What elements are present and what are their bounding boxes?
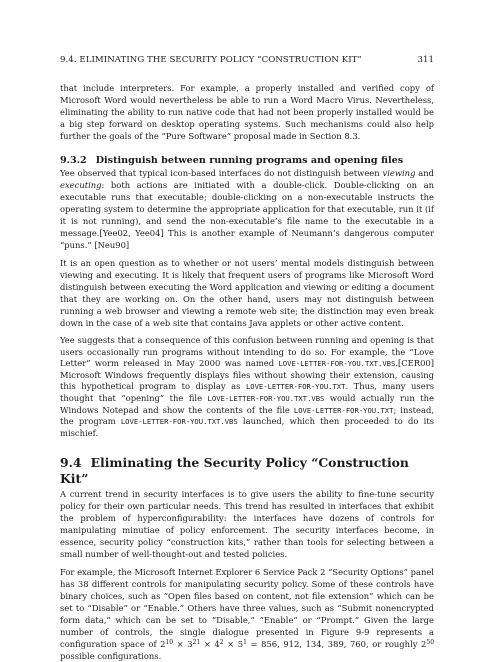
page-body bbox=[60, 82, 434, 662]
section-heading-9-4 bbox=[60, 455, 434, 487]
running-title: 9.4. ELIMINATING THE SECURITY POLICY “CONSTRUCTION KIT” bbox=[60, 55, 362, 65]
paragraph-love-letter: Yee suggests that a consequence of this confusion between running and opening is that users occasionally run programs without intending to do so. For example, the “Love Letter” worm released in May 2000 was named LOVE-LETTER-FOR-YOU.TXT.VBS.[CER00] Microsoft Windows frequently displays files without showing their extension, causing this hypothetical program to display as LOVE-LETTER-FOR-YOU.TXT. Thus, many users thought that “opening” the file LOVE-LETTER-FOR-YOU.TXT.VBS would actually run the Windows Notepad and show the contents of the file LOVE-LETTER-FOR-YOU.TXT; instead, the program LOVE-LETTER-FOR-YOU.TXT.VBS launched, which then proceeded to do its mischief. bbox=[60, 335, 435, 438]
code-filename: LOVE-LETTER-FOR-YOU.TXT bbox=[245, 382, 346, 392]
section-number: 9.4 bbox=[60, 455, 82, 471]
code-filename: LOVE-LETTER-FOR-YOU.TXT.VBS bbox=[207, 393, 325, 403]
paragraph-ie6-options: For example, the Microsoft Internet Explorer 6 Service Pack 2 “Security Options” panel has 38 different controls for manipulating security policy. Some of these controls have binary choices, such as “Open files based on content, not file extension” which can be set to “Disable” or “Enable.” Others have three values, such as “Submit nonencrypted form data,” which can be set to “Disable,” “Enable” or “Prompt.” Given the large number of controls, the single dialogue presented in Figure 9-9 represents a configuration space of $2^{10} \times 3^{21} \times 4^2 \times 5^1 = 856$, 912, 134, 389, 760, or roughly $2^{50}$ possible configurations. bbox=[60, 567, 435, 662]
subsection-number: 9.3.2 bbox=[60, 155, 87, 166]
section-title: Eliminating the Security Policy “Construction Kit” bbox=[60, 455, 409, 487]
subsection-title: Distinguish between running programs and opening files bbox=[95, 155, 404, 166]
paragraph-construction-kit: A current trend in security interfaces is to give users the ability to fine-tune security policy for their own particular needs. This trend has resulted in interfaces that exhibit the problem of hyperconfigurability: the interfaces have dozens of controls for manipulating minutiae of policy enforcement. The security interfaces become, in essence, security policy “construction kits,” rather than tools for selecting between a small number of well-thought-out and tested policies. bbox=[60, 489, 434, 560]
page-number: 311 bbox=[417, 55, 434, 65]
running-header bbox=[60, 55, 434, 69]
subsection-heading-9-3-2 bbox=[60, 154, 434, 167]
paragraph-view-execute: Yee observed that typical icon-based interfaces do not distinguish between viewing and executing: both actions are initiated with a double-click. Double-clicking on an executable runs that executable; double-clicking on a non-executable instructs the operating system to determine the appropriate application for that executable, run it (if it is not running), and send the non-executable’s file name to the executable in a message.[Yee02, Yee04] This is another example of Neumann’s dangerous computer “puns.” [Neu90] bbox=[60, 168, 434, 250]
code-filename: LOVE-LETTER-FOR-YOU.TXT bbox=[293, 405, 394, 415]
code-filename: LOVE-LETTER-FOR-YOU.TXT.VBS bbox=[120, 417, 238, 427]
code-filename: LOVE-LETTER-FOR-YOU.TXT.VBS bbox=[278, 359, 396, 369]
emphasis-viewing: viewing bbox=[382, 168, 416, 178]
emphasis-executing: executing bbox=[60, 180, 102, 190]
intro-paragraph: that include interpreters. For example, a properly installed and verified copy of Microsoft Word would nevertheless be able to run a Word Macro Virus. Nevertheless, eliminating the ability to run native code that had not been properly installed would be a big step forward on desktop operating systems. Such mechanisms could also help further the goals of the “Pure Software” proposal made in Section 8.3. bbox=[60, 83, 434, 141]
paragraph-mental-models: It is an open question as to whether or not users’ mental models distinguish between viewing and executing. It is likely that frequent users of programs like Microsoft Word distinguish between executing the Word application and viewing or editing a document that they are working on. On the other hand, users may not distinguish between running a web browser and viewing a remote web site; the distinction may even break down in the case of a web site that contains Java applets or other active content. bbox=[60, 258, 434, 328]
